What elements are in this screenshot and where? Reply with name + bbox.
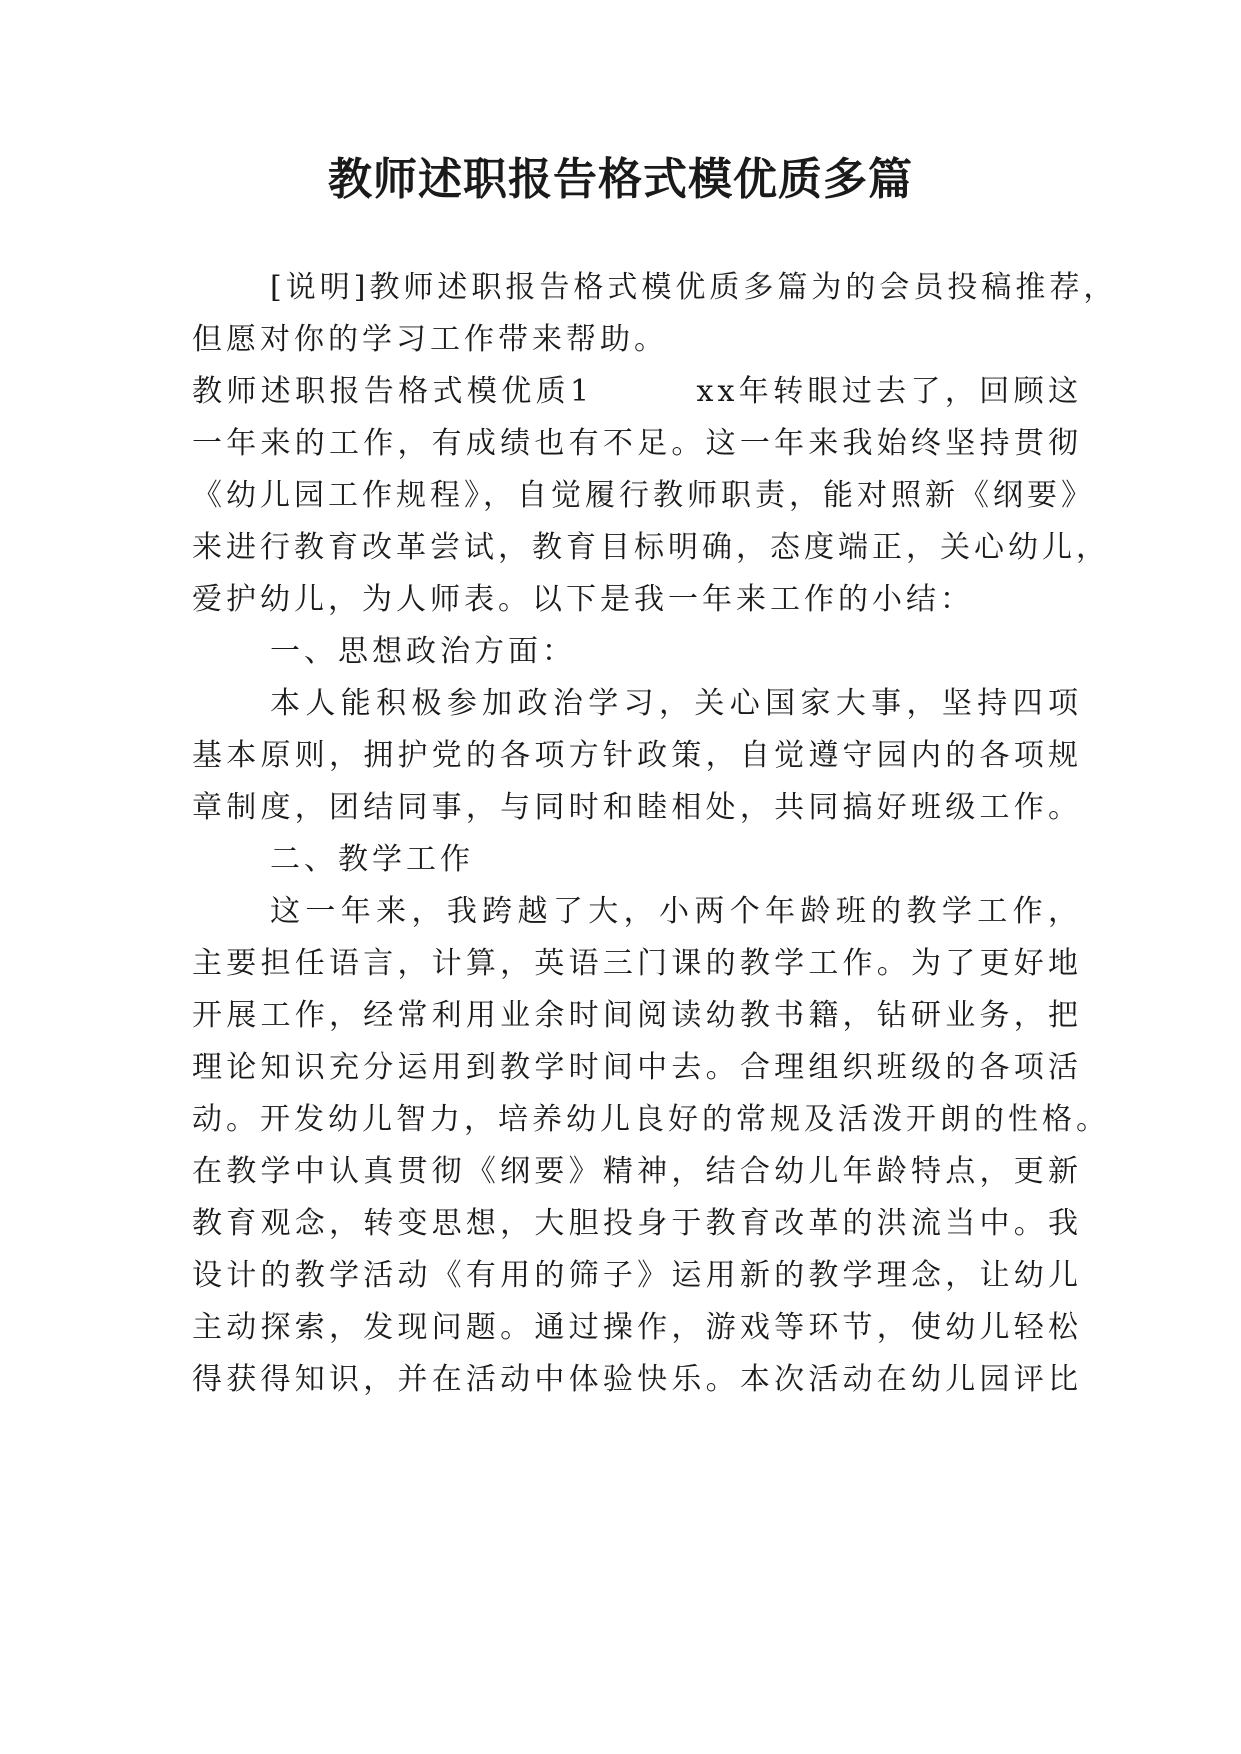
paragraph-line: 主动探索，发现问题。通过操作，游戏等环节，使幼儿轻松 — [192, 1310, 1082, 1345]
paragraph-line: 主要担任语言，计算，英语三门课的教学工作。为了更好地 — [192, 946, 1082, 981]
paragraph-line: 开展工作，经常利用业余时间阅读幼教书籍，钻研业务，把 — [192, 998, 1082, 1033]
section-heading: 二、教学工作 — [270, 842, 474, 877]
paragraph-line: 本人能积极参加政治学习，关心国家大事，坚持四项 — [270, 686, 1082, 721]
document-title: 教师述职报告格式模优质多篇 — [328, 154, 913, 205]
paragraph-line: 一年来的工作，有成绩也有不足。这一年来我始终坚持贯彻 — [192, 426, 1082, 461]
paragraph-line: 来进行教育改革尝试，教育目标明确，态度端正，关心幼儿， — [192, 530, 1110, 565]
paragraph-line: 爱护幼儿，为人师表。以下是我一年来工作的小结： — [192, 582, 974, 617]
paragraph-line: 章制度，团结同事，与同时和睦相处，共同搞好班级工作。 — [192, 790, 1082, 825]
paragraph-line: 这一年来，我跨越了大，小两个年龄班的教学工作， — [270, 894, 1082, 929]
paragraph-line: [说明]教师述职报告格式模优质多篇为的会员投稿推荐， — [270, 270, 1118, 305]
section-heading: 一、思想政治方面： — [270, 634, 576, 669]
paragraph-line: 得获得知识，并在活动中体验快乐。本次活动在幼儿园评比 — [192, 1362, 1082, 1397]
paragraph-line: 理论知识充分运用到教学时间中去。合理组织班级的各项活 — [192, 1050, 1082, 1085]
paragraph-line: 基本原则，拥护党的各项方针政策，自觉遵守园内的各项规 — [192, 738, 1082, 773]
paragraph-line: 设计的教学活动《有用的筛子》运用新的教学理念，让幼儿 — [192, 1258, 1082, 1293]
paragraph-line: 教育观念，转变思想，大胆投身于教育改革的洪流当中。我 — [192, 1206, 1082, 1241]
paragraph-line: 但愿对你的学习工作带来帮助。 — [192, 322, 668, 357]
paragraph-line: 动。开发幼儿智力，培养幼儿良好的常规及活泼开朗的性格。 — [192, 1102, 1110, 1137]
paragraph-line: 教师述职报告格式模优质1 xx年转眼过去了，回顾这 — [192, 374, 1082, 409]
paragraph-line: 在教学中认真贯彻《纲要》精神，结合幼儿年龄特点，更新 — [192, 1154, 1082, 1189]
paragraph-line: 《幼儿园工作规程》，自觉履行教师职责，能对照新《纲要》 — [192, 478, 1095, 513]
